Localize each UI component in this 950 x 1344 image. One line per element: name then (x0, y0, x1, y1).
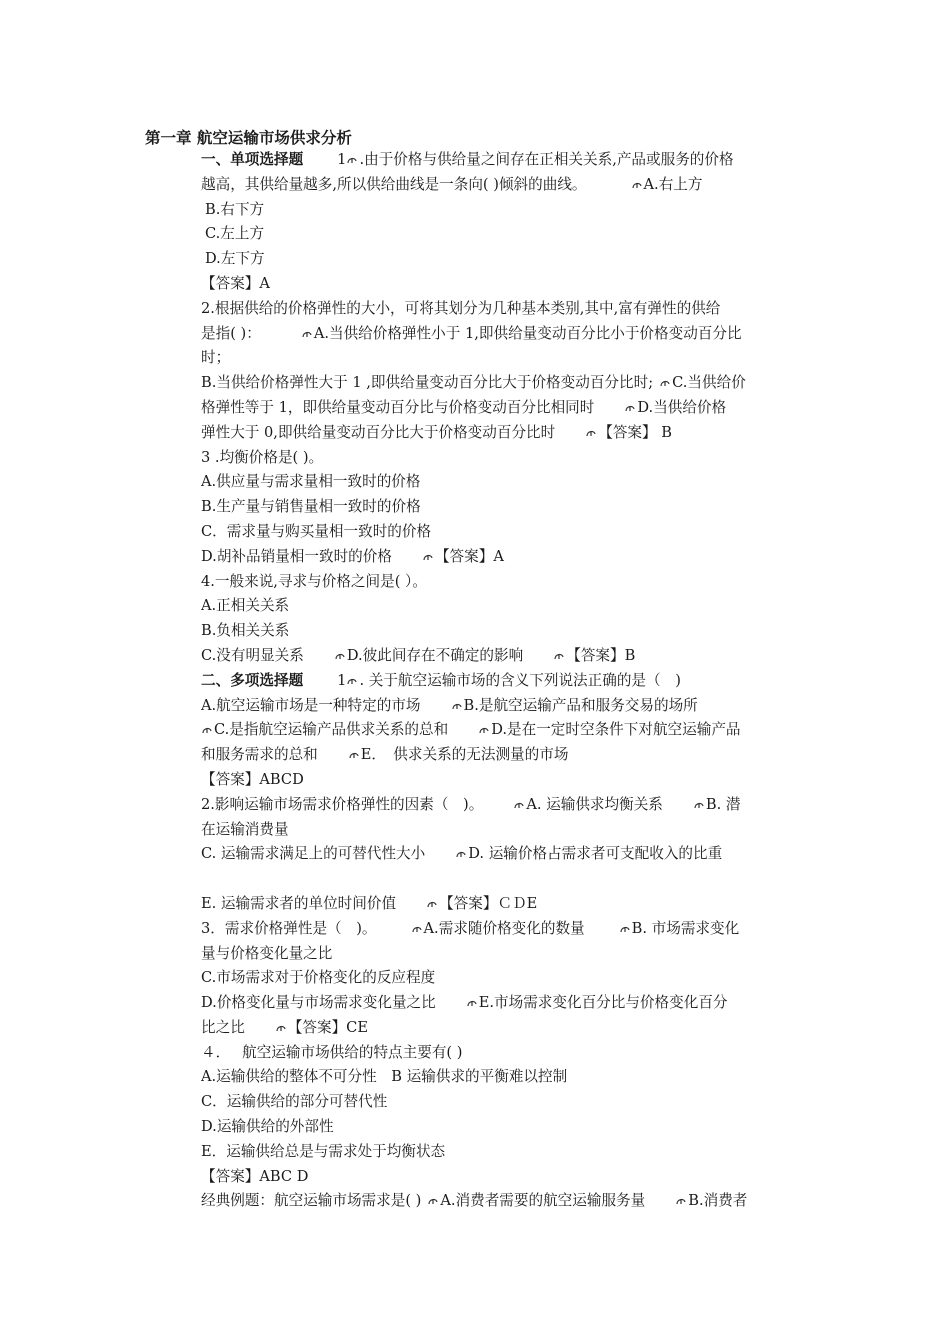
section-heading-multiple-choice: 二、多项选择题 (201, 671, 304, 689)
text-line: A.供应量与需求量相一致时的价格 (201, 473, 421, 491)
text-line: 2.根据供给的价格弹性的大小，可将其划分为几种基本类别,其中,富有弹性的供给 (201, 299, 721, 317)
text-line: 是指( )： A.当供给价格弹性小于 1,即供给量变动百分比小于价格变动百分比 (201, 324, 742, 342)
answer-line: 【答案】ABC D (201, 1167, 309, 1185)
text-line: 一、单项选择题 1 .由于价格与供给量之间存在正相关关系,产品或服务的价格 (201, 151, 734, 168)
paragraph-mark-icon (348, 750, 360, 760)
text-line: D.左下方 (205, 250, 265, 268)
text-line: D.运输供给的外部性 (201, 1118, 334, 1136)
paragraph-mark-icon (346, 155, 358, 165)
paragraph-mark-icon (659, 378, 671, 388)
text-line: 比之比 【答案】CE (201, 1018, 368, 1036)
chapter-title: 第一章 航空运输市场供求分析 (145, 129, 352, 147)
paragraph-mark-icon (513, 800, 525, 810)
text-line: E．运输供给总是与需求处于均衡状态 (201, 1142, 446, 1160)
text-line: 经典例题：航空运输市场需求是( ) A.消费者需要的航空运输服务量 B.消费者 (201, 1192, 748, 1210)
paragraph-mark-icon (346, 676, 358, 686)
paragraph-mark-icon (553, 651, 565, 661)
text-line: B.生产量与销售量相一致时的价格 (201, 498, 421, 516)
paragraph-mark-icon (624, 403, 636, 413)
text-line: 格弹性等于 1，即供给量变动百分比与价格变动百分比相同时 D.当供给价格 (201, 398, 727, 416)
paragraph-mark-icon (411, 924, 423, 934)
paragraph-mark-icon (334, 651, 346, 661)
paragraph-mark-icon (675, 1196, 687, 1206)
paragraph-mark-icon (455, 849, 467, 859)
paragraph-mark-icon (301, 329, 313, 339)
text-line: 二、多项选择题 1 . 关于航空运输市场的含义下列说法正确的是（ ) (201, 671, 681, 689)
text-line: A.航空运输市场是一种特定的市场 B.是航空运输产品和服务交易的场所 (201, 696, 698, 714)
paragraph-mark-icon (201, 725, 213, 735)
paragraph-mark-icon (478, 725, 490, 735)
text-line: C.市场需求对于价格变化的反应程度 (201, 969, 436, 987)
paragraph-mark-icon (631, 180, 643, 190)
text-line: B.负相关关系 (201, 622, 290, 640)
text-line: 时； (201, 349, 231, 367)
text-line: 在运输消费量 (201, 820, 289, 838)
text-line: ４． 航空运输市场供给的特点主要有( ) (201, 1043, 463, 1061)
section-heading-single-choice: 一、单项选择题 (201, 151, 304, 168)
text-line: C.是指航空运输产品供求关系的总和 D.是在一定时空条件下对航空运输产品 (201, 718, 809, 743)
text-line: D.胡补品销量相一致时的价格 【答案】A (201, 547, 504, 565)
text-line: B.当供给价格弹性大于 1 ,即供给量变动百分比大于价格变动百分比时; C.当供给价 (201, 374, 746, 392)
text-line: 量与价格变化量之比 (201, 944, 333, 962)
blank-line (201, 867, 809, 892)
text-line: C．运输供给的部分可替代性 (201, 1093, 388, 1111)
paragraph-mark-icon (451, 701, 463, 711)
answer-line: 【答案】A (201, 274, 270, 292)
answer-line: 【答案】ABCD (201, 770, 304, 788)
text-line: 4.一般来说,寻求与价格之间是( ）。 (201, 572, 427, 590)
paragraph-mark-icon (585, 428, 597, 438)
paragraph-mark-icon (427, 1196, 439, 1206)
text-line: C．需求量与购买量相一致时的价格 (201, 522, 432, 540)
paragraph-mark-icon (422, 552, 434, 562)
paragraph-mark-icon (693, 800, 705, 810)
text-line: B.右下方 (205, 200, 265, 218)
document-body (201, 148, 809, 1214)
paragraph-mark-icon (426, 899, 438, 909)
text-line: C.没有明显关系 D.彼此间存在不确定的影响 【答案】B (201, 646, 636, 664)
text-line: C.左上方 (205, 225, 265, 243)
text-line: E. 运输需求者的单位时间价值 【答案】ＣＤE (201, 894, 538, 912)
text-line: 3．需求价格弹性是（ )。 A.需求随价格变化的数量 B. 市场需求变化 (201, 919, 740, 937)
text-line: A.运输供给的整体不可分性 B 运输供求的平衡难以控制 (201, 1068, 568, 1086)
text-line: 和服务需求的总和 E． 供求关系的无法测量的市场 (201, 746, 569, 764)
text-line: D.价格变化量与市场需求变化量之比 E.市场需求变化百分比与价格变化百分 (201, 994, 728, 1012)
text-line: 弹性大于 0,即供给量变动百分比大于价格变动百分比时 【答案】 B (201, 423, 672, 441)
text-line: 2.影响运输市场需求价格弹性的因素（ )。 A. 运输供求均衡关系 B. 潜 (201, 795, 741, 813)
text-line: A.正相关关系 (201, 597, 290, 615)
paragraph-mark-icon (619, 924, 631, 934)
text-line: 3 .均衡价格是( )。 (201, 448, 324, 466)
text-line: C. 运输需求满足上的可替代性大小 D. 运输价格占需求者可支配收入的比重 (201, 845, 723, 863)
paragraph-mark-icon (275, 1023, 287, 1033)
text-line: 越高，其供给量越多,所以供给曲线是一条向( )倾斜的曲线。 A.右上方 (201, 175, 703, 193)
paragraph-mark-icon (466, 998, 478, 1008)
